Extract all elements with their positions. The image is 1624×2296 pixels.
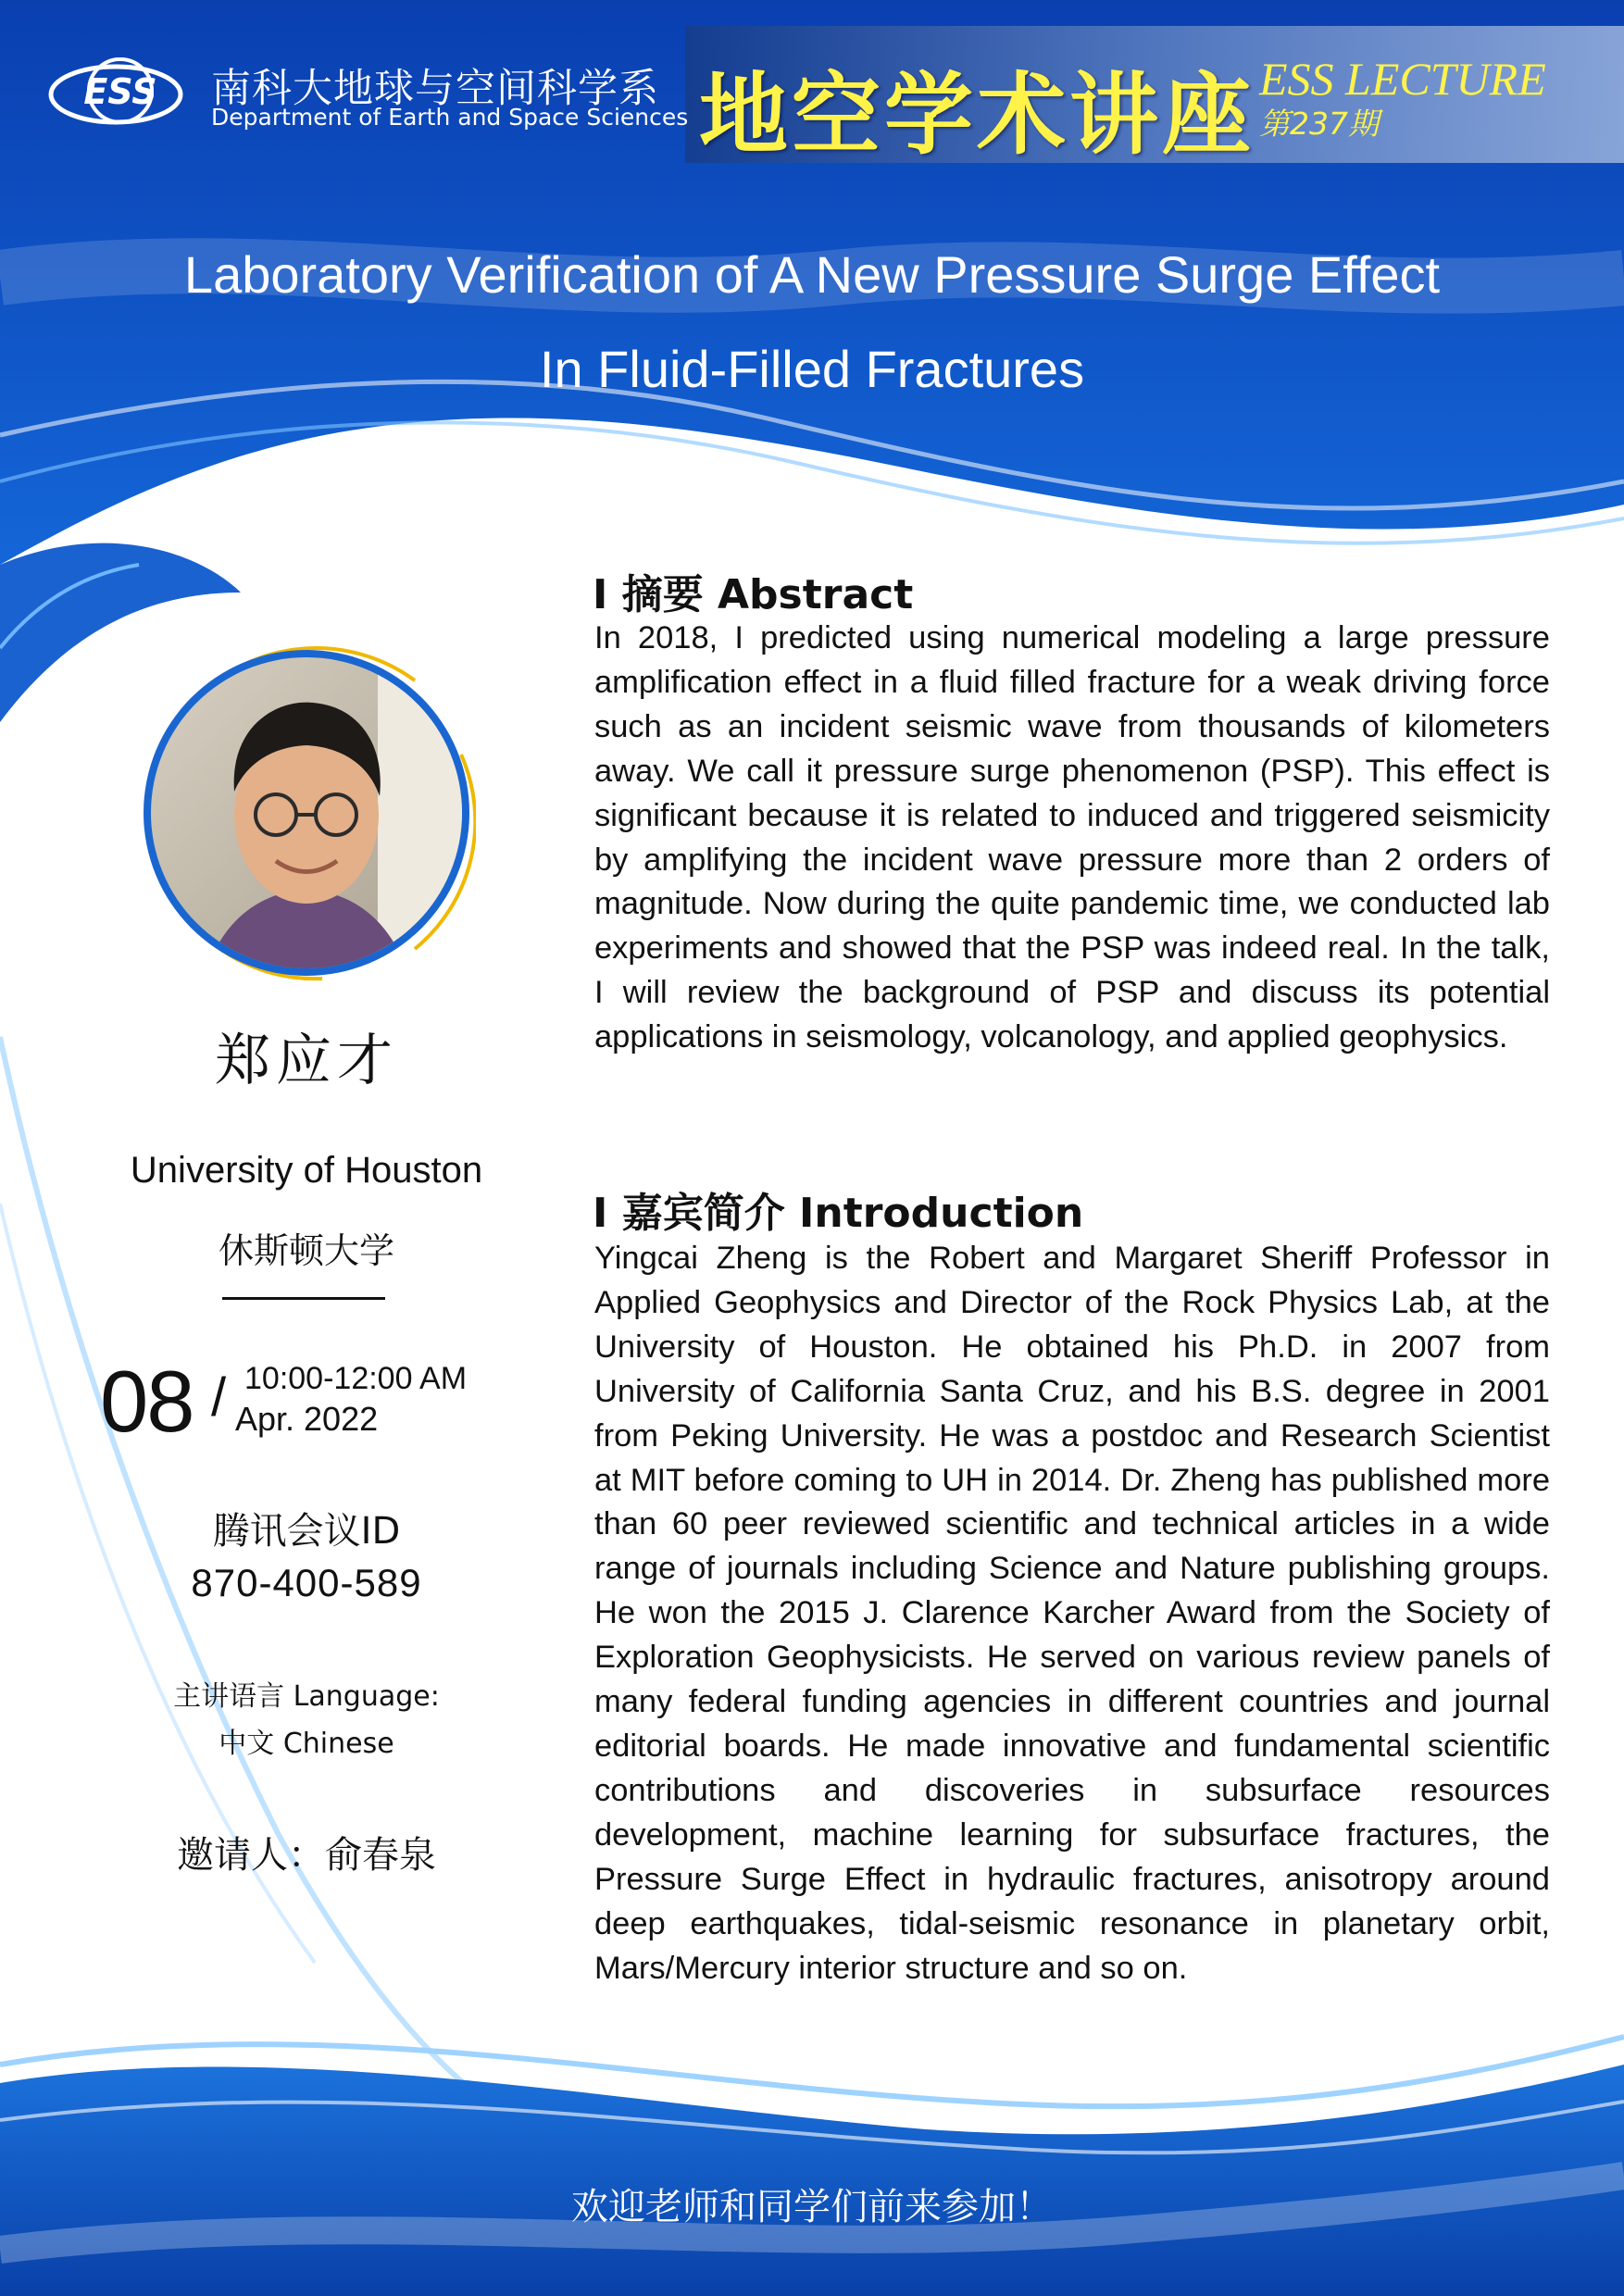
department-name-en: Department of Earth and Space Sciences [211, 104, 689, 131]
ess-logo-icon [46, 46, 194, 139]
date-separator: / [211, 1367, 227, 1428]
lecture-series-title-en: ESS LECTURE [1259, 53, 1546, 105]
speaker-name: 郑应才 [215, 1029, 398, 1093]
inviter: 邀请人：俞春泉 [177, 1834, 436, 1877]
talk-time: 10:00-12:00 AM [244, 1361, 468, 1396]
talk-month-year: Apr. 2022 [235, 1400, 379, 1438]
language-value: 中文 Chinese [219, 1728, 394, 1760]
talk-title-line-2: In Fluid-Filled Fractures [539, 340, 1085, 398]
welcome-message: 欢迎老师和同学们前来参加！ [571, 2186, 1053, 2228]
abstract-heading: I 摘要 Abstract [593, 571, 914, 618]
lecture-series-title-cn: 地空学术讲座 [699, 62, 1255, 167]
lecture-issue-number: 第237期 [1259, 106, 1379, 142]
date-day: 08 [100, 1353, 194, 1450]
divider [222, 1297, 385, 1300]
introduction-heading: I 嘉宾简介 Introduction [593, 1190, 1084, 1237]
introduction-text: Yingcai Zheng is the Robert and Margaret Sheriff Professor in Applied Geophysics and Director of the Rock Physics Lab, at the University of Houston. He obtained his Ph.D. in 2007 from University of California Santa Cruz, and his B.S. degree in 2001 from Peking University. He was a postdoc and Research Scientist at MIT before coming to UH in 2014. Dr. Zheng has published more than 60 peer reviewed scientific and technical articles in a wide range of journals including Science and Nature publishing groups. He won the 2015 J. Clarence Karcher Award from the Society of Exploration Geophysicists. He served on various review panels of many federal funding agencies in different countries and journal editorial boards. He made innovative and fundamental scientific contributions and discoveries in subsurface resources development, machine learning for subsurface fractures, the Pressure Surge Effect in hydraulic fractures, anisotropy around deep earthquakes, tidal-seismic resonance in planetary orbit, Mars/Mercury interior structure and so on. [594, 1241, 1550, 1986]
svg-text:ESS: ESS [83, 71, 157, 112]
abstract-text: In 2018, I predicted using numerical modeling a large pressure amplification effect in a fluid filled fracture for a weak driving force such as an incident seismic wave from thousands of kilometers away. We call it pressure surge phenomenon (PSP). This effect is significant because it is related to induced and triggered seismicity by amplifying the incident wave pressure more than 2 orders of magnitude. Now during the quite pandemic time, we conducted lab experiments and showed that the PSP was indeed real. In the talk, I will review the background of PSP and discuss its potential applications in seismology, volcanology, and applied geophysics. [594, 620, 1550, 1055]
talk-title-line-1: Laboratory Verification of A New Pressure Surge Effect [183, 245, 1441, 304]
speaker-affiliation-en: University of Houston [130, 1150, 483, 1191]
meeting-id-label: 腾讯会议ID [212, 1510, 401, 1553]
speaker-portrait [137, 643, 476, 982]
language-label: 主讲语言 Language: [173, 1680, 440, 1713]
speaker-affiliation-cn: 休斯顿大学 [218, 1230, 394, 1271]
department-name-cn: 南科大地球与空间科学系 [211, 66, 659, 112]
meeting-id: 870-400-589 [191, 1561, 422, 1604]
